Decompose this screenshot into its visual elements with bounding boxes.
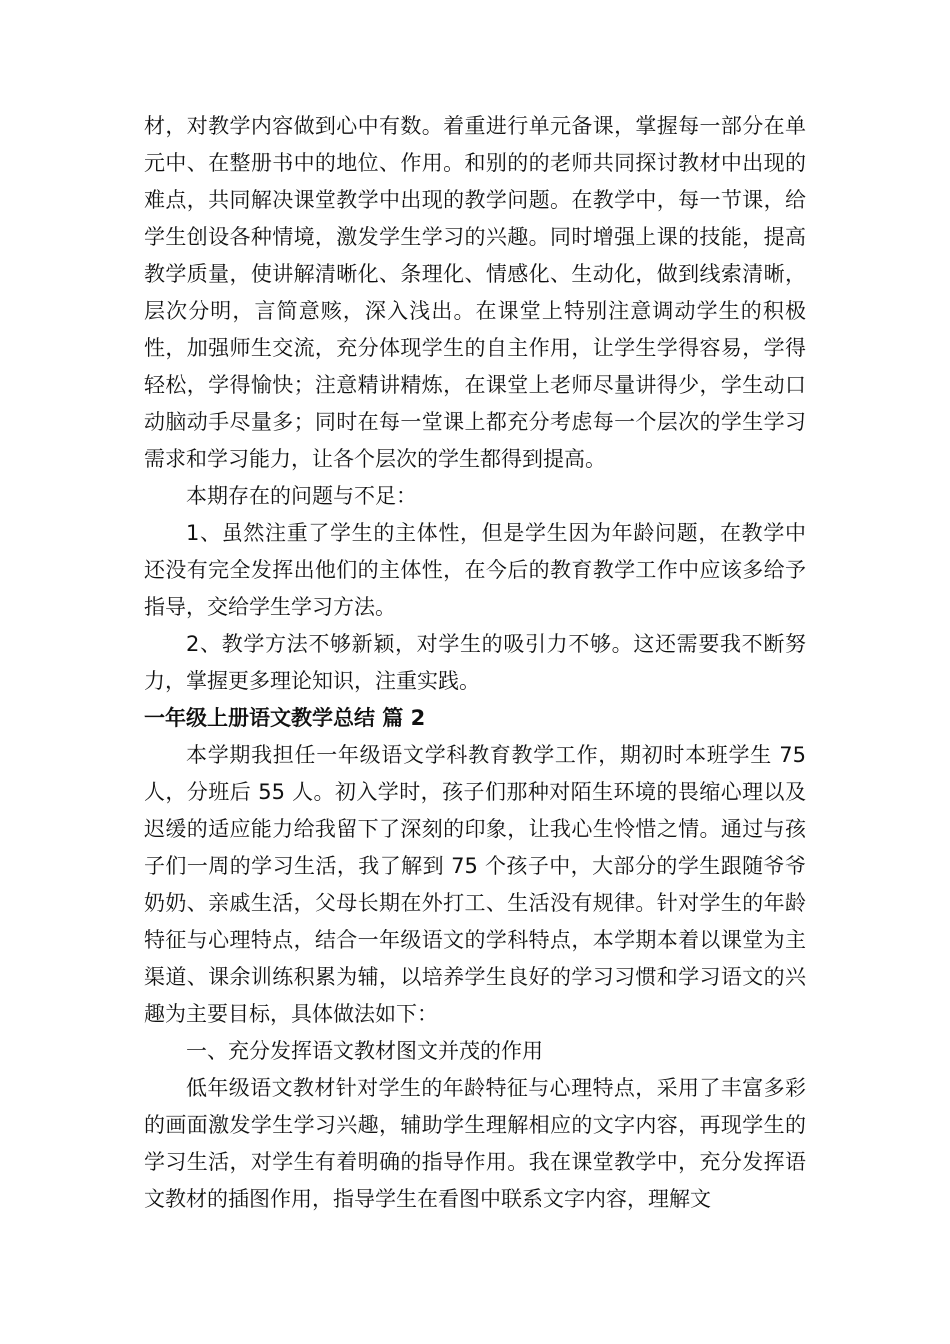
body-paragraph: 本学期我担任一年级语文学科教育教学工作，期初时本班学生 75 人，分班后 55 人。初入学时，孩子们那种对陌生环境的畏缩心理以及迟缓的适应能力给我留下了深刻的印象，让我心生怜惜之情。通过与孩子们一周的学习生活，我了解到 75 个孩子中，大部分的学生跟随爷爷奶奶、亲戚生活，父母长期在外打工、生活没有规律。针对学生的年龄特征与心理特点，结合一年级语文的学科特点，本学期本着以课堂为主渠道、课余训练积累为辅，以培养学生良好的学习习惯和学习语文的兴趣为主要目标，具体做法如下： bbox=[144, 743, 806, 1026]
body-paragraph: 低年级语文教材针对学生的年龄特征与心理特点，采用了丰富多彩的画面激发学生学习兴趣，辅助学生理解相应的文字内容，再现学生的学习生活，对学生有着明确的指导作用。我在课堂教学中，充分发挥语文教材的插图作用，指导学生在看图中联系文字内容，理解文 bbox=[144, 1076, 806, 1211]
section-heading: 一年级上册语文教学总结 篇 2 bbox=[144, 706, 426, 730]
body-paragraph: 2、教学方法不够新颖，对学生的吸引力不够。这还需要我不断努力，掌握更多理论知识，注重实践。 bbox=[144, 632, 806, 693]
body-paragraph: 材，对教学内容做到心中有数。着重进行单元备课，掌握每一部分在单元中、在整册书中的地位、作用。和别的的老师共同探讨教材中出现的难点，共同解决课堂教学中出现的教学问题。在教学中，每一节课，给学生创设各种情境，激发学生学习的兴趣。同时增强上课的技能，提高教学质量，使讲解清晰化、条理化、情感化、生动化，做到线索清晰，层次分明，言简意赅，深入浅出。在课堂上特别注意调动学生的积极性，加强师生交流，充分体现学生的自主作用，让学生学得容易，学得轻松，学得愉快；注意精讲精炼，在课堂上老师尽量讲得少，学生动口动脑动手尽量多；同时在每一堂课上都充分考虑每一个层次的学生学习需求和学习能力，让各个层次的学生都得到提高。 bbox=[144, 114, 806, 471]
body-paragraph: 1、虽然注重了学生的主体性，但是学生因为年龄问题，在教学中还没有完全发挥出他们的主体性，在今后的教育教学工作中应该多给予指导，交给学生学习方法。 bbox=[144, 521, 806, 619]
body-paragraph: 本期存在的问题与不足： bbox=[186, 484, 417, 508]
body-paragraph: 一、充分发挥语文教材图文并茂的作用 bbox=[186, 1039, 543, 1063]
document-page bbox=[144, 108, 806, 1218]
